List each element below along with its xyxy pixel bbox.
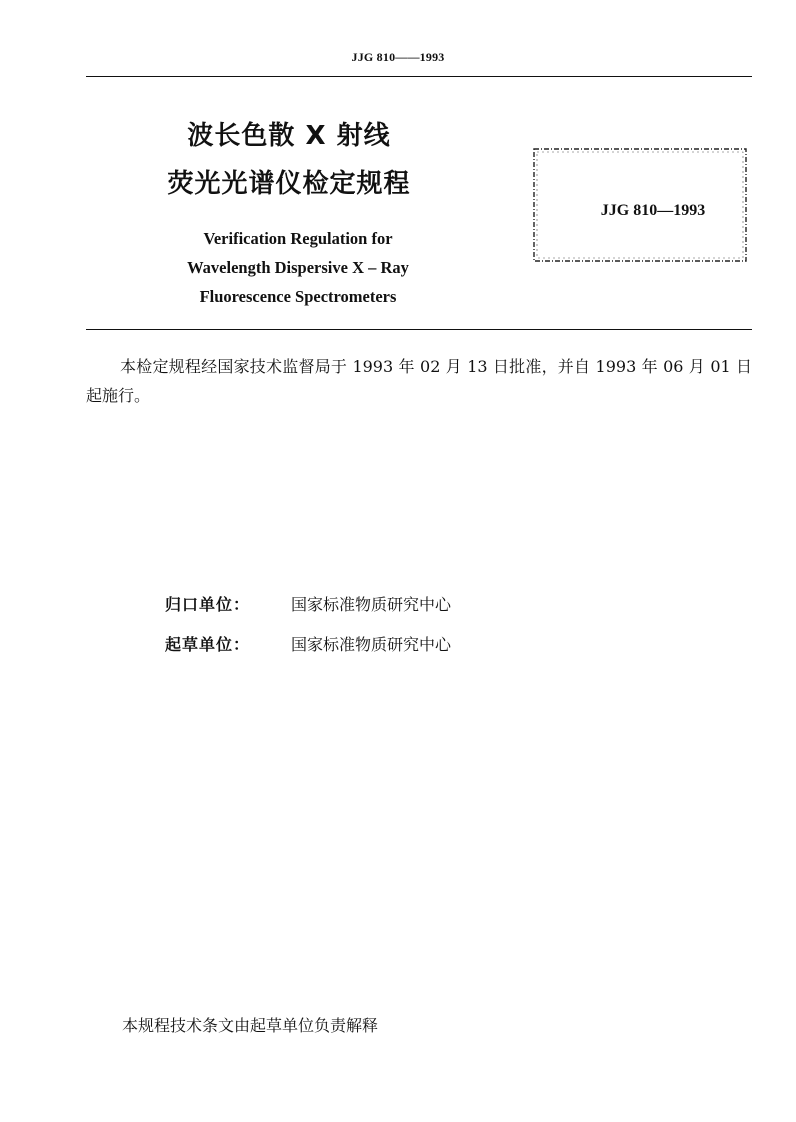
responsible-unit-value: 国家标准物质研究中心	[291, 595, 452, 614]
title-chinese-line-2: 荧光光谱仪检定规程	[167, 169, 411, 199]
title-english-line-3: Fluorescence Spectrometers	[199, 287, 397, 306]
title-english-line-2: Wavelength Dispersive X – Ray	[187, 258, 409, 277]
header-divider	[86, 76, 752, 77]
drafting-unit-value: 国家标准物质研究中心	[291, 635, 452, 654]
header-standard-code: JJG 810——1993	[351, 50, 445, 64]
title-chinese-line-1: 波长色散 X 射线	[187, 121, 391, 151]
title-english-line-1: Verification Regulation for	[203, 229, 393, 248]
standard-code-box	[531, 146, 749, 264]
responsible-unit-row	[165, 594, 451, 616]
title-divider	[86, 329, 752, 330]
interpretation-note: 本规程技术条文由起草单位负责解释	[122, 1016, 379, 1035]
code-box-label: JJG 810—1993	[600, 202, 706, 219]
drafting-unit-row	[165, 634, 451, 656]
responsible-unit-label: 归口单位：	[165, 595, 251, 614]
approval-statement: 本检定规程经国家技术监督局于 1993 年 02 月 13 日批准，并自 1993 年 06 月 01 日起施行。	[86, 357, 752, 405]
drafting-unit-label: 起草单位：	[165, 635, 251, 654]
